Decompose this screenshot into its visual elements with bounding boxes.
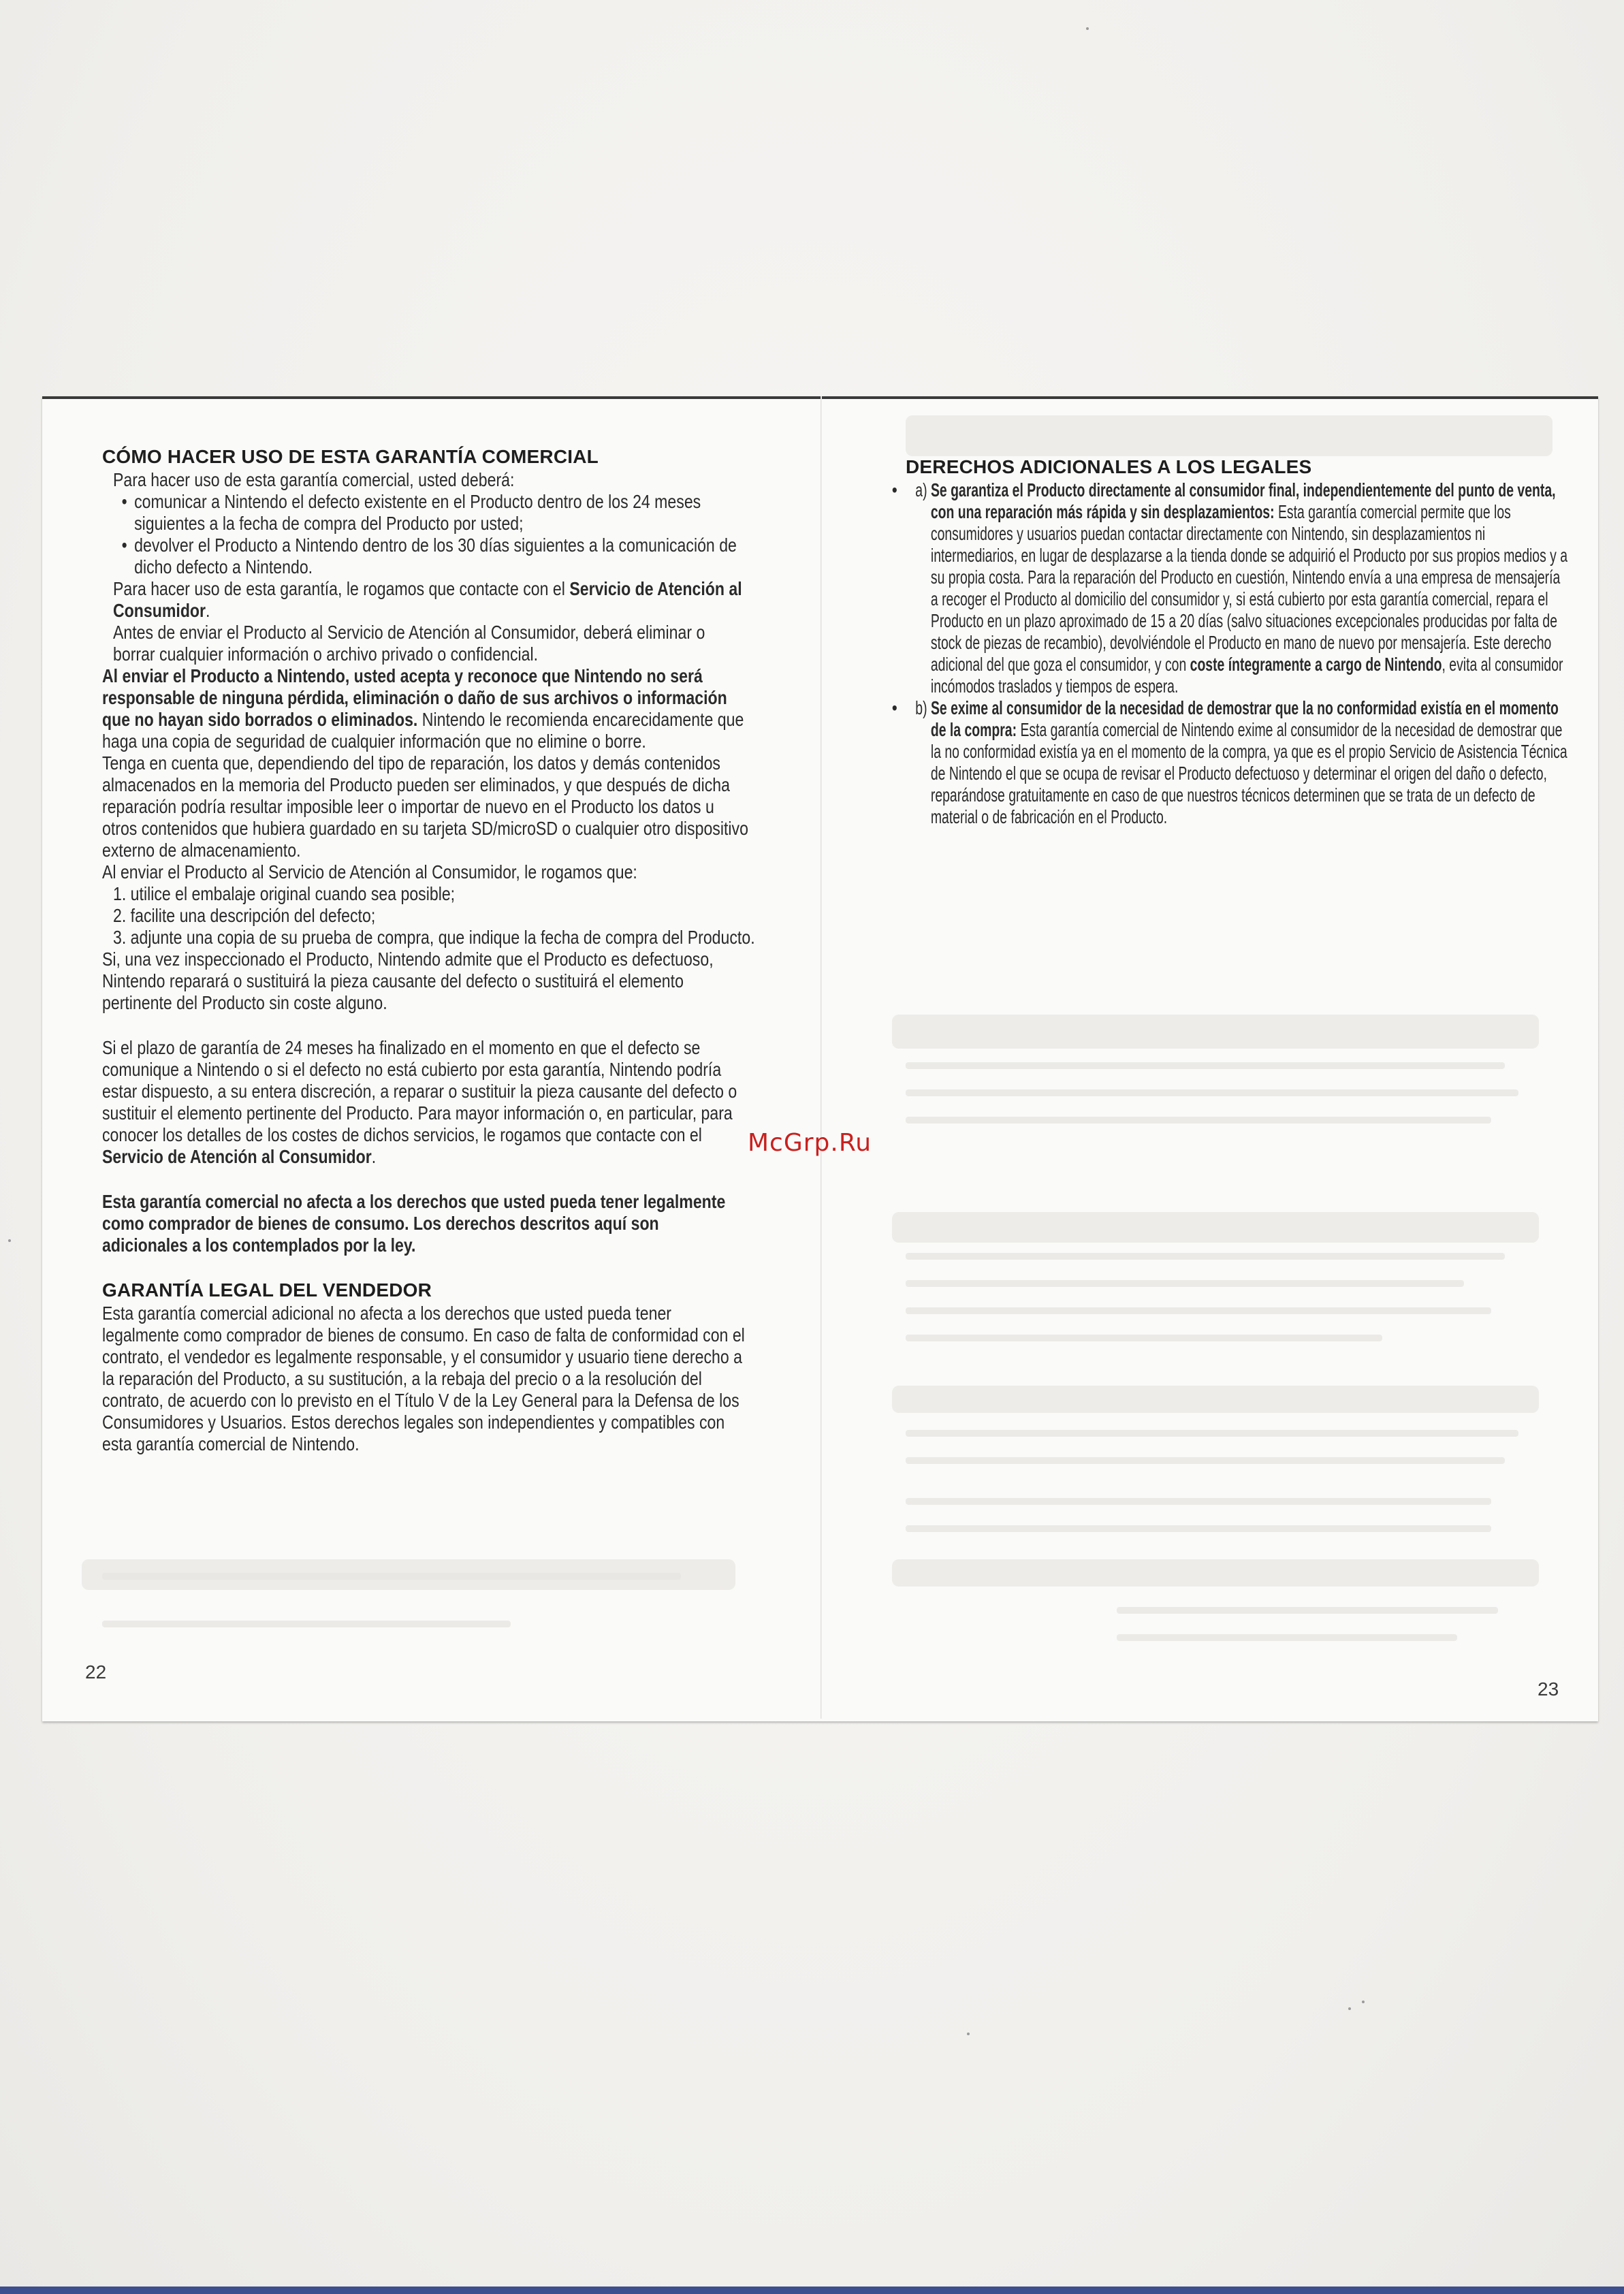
liability-rest: Nintendo le recomienda encarecidamente que haga una copia de seguridad de cualquier información que no elimine o borre. <box>102 709 744 752</box>
repair-note-paragraph: Tenga en cuenta que, dependiendo del tipo de reparación, los datos y demás contenidos almacenados en la memoria del Producto pueden ser eliminados, y que después de dicha reparación podría resultar imposible leer o importar de nuevo en el Producto los datos u otros contenidos que hubiera guardado en su tarjeta SD/microSD o cualquier otro dispositivo externo de almacenamiento. <box>102 752 748 861</box>
right-item-bold: Se exime al consumidor de la necesidad de demostrar que la no conformidad existía en el momento de la compra: <box>930 697 1559 740</box>
contact-paragraph <box>113 578 749 622</box>
contact-text: Para hacer uso de esta garantía, le rogamos que contacte con el <box>113 578 570 599</box>
bleed-through-line <box>1117 1607 1498 1614</box>
list-item: 1. utilice el embalaje original cuando sea posible; <box>113 883 456 904</box>
bleed-through-line <box>906 1430 1518 1437</box>
bleed-through-line <box>906 1089 1518 1096</box>
bleed-through-box <box>892 1015 1539 1049</box>
expired-warranty-paragraph <box>102 1037 749 1168</box>
right-item-text <box>915 697 1570 828</box>
before-send-paragraph: Antes de enviar el Producto al Servicio de Atención al Consumidor, deberá eliminar o borrar cualquier información o archivo privado o confidencial. <box>113 622 705 665</box>
bleed-through-box <box>892 1386 1539 1413</box>
usage-body <box>102 469 749 665</box>
right-item-bold: Se garantiza el Producto directamente al consumidor final, independientemente del punto de venta, con una reparación más rápida y sin desplazamientos: <box>930 479 1556 522</box>
item-marker: b) <box>915 697 927 718</box>
bleed-through-box <box>892 1559 1539 1587</box>
bleed-through-line <box>906 1062 1505 1069</box>
bleed-through-line <box>102 1621 511 1627</box>
right-item-body-2: , evita al consumidor incómodos traslados y tiempos de espera. <box>930 654 1563 697</box>
usage-intro: Para hacer uso de esta garantía comercial, usted deberá: <box>113 469 515 490</box>
punctuation: . <box>206 600 210 621</box>
right-item-body: Esta garantía comercial permite que los consumidores y usuarios puedan contactar directamente con Nintendo, sin desplazamientos ni intermediarios, en lugar de desplazarse a la tienda donde se adquirió el Producto por sus propios medios y a su propia costa. Para la reparación del Producto en cuestión, Nintendo envía a una empresa de mensajería a recoger el Producto al domicilio del consumidor y, si está cubierto por esta garantía comercial, repara el Producto en un plazo aproximado de 15 a 20 días (salvo situaciones excepcionales producidas por falta de stock de piezas de recambio), devolviéndole el Producto en mano de nuevo por mensajería. Este derecho adicional del que goza el consumidor, y con <box>930 501 1568 675</box>
scan-speck <box>1362 2001 1365 2003</box>
spacer <box>102 1168 749 1191</box>
bleed-through-box <box>82 1559 735 1590</box>
list-item: • comunicar a Nintendo el defecto existente en el Producto dentro de los 24 meses siguientes a la fecha de compra del Producto por usted; <box>124 491 759 535</box>
list-item: 2. facilite una descripción del defecto; <box>113 905 376 926</box>
expired-text: Si el plazo de garantía de 24 meses ha finalizado en el momento en que el defecto se comunique a Nintendo o si el defecto no está cubierto por esta garantía, Nintendo podría estar dispuesto, a su entera discreción, a reparar o sustituir la pieza causante del defecto o sustituir el elemento pertinente del Producto. Para mayor información o, en particular, para conocer los detalles de los costes de dichos servicios, le rogamos que contacte con el <box>102 1037 737 1145</box>
scan-speck <box>8 1239 11 1242</box>
bleed-through-line <box>906 1253 1505 1260</box>
scan-bottom-bar <box>0 2287 1624 2294</box>
bleed-through-box <box>906 415 1553 456</box>
bleed-through-line <box>1117 1634 1457 1641</box>
liability-bold: Al enviar el Producto a Nintendo, usted acepta y reconoce que Nintendo no será responsable de ninguna pérdida, eliminación o daño de sus archivos o información que no hayan sido borrados o eliminados. <box>102 665 727 730</box>
disclaimer-paragraph: Esta garantía comercial no afecta a los derechos que usted pueda tener legalmente como comprador de bienes de consumo. Los derechos descritos aquí son adicionales a los contemplados por la ley. <box>102 1191 726 1256</box>
send-steps-list <box>102 883 755 949</box>
item-marker: a) <box>915 479 927 500</box>
bleed-through-line <box>906 1457 1505 1464</box>
scan-speck <box>1348 2007 1351 2010</box>
right-item-b <box>912 697 1570 828</box>
punctuation: . <box>371 1146 377 1167</box>
right-item-a <box>912 479 1570 697</box>
section-title-additional-rights: DERECHOS ADICIONALES A LOS LEGALES <box>906 456 1312 477</box>
bleed-through-line <box>906 1498 1491 1505</box>
scan-speck <box>1086 27 1089 30</box>
bleed-through-line <box>906 1280 1464 1287</box>
right-item-text <box>915 479 1570 697</box>
usage-bullet-list <box>113 491 749 578</box>
watermark-link[interactable]: McGrp.Ru <box>748 1129 872 1157</box>
list-item: 3. adjunte una copia de su prueba de compra, que indique la fecha de compra del Producto. <box>113 927 755 948</box>
liability-paragraph <box>102 665 749 752</box>
legal-guarantee-body: Esta garantía comercial adicional no afecta a los derechos que usted pueda tener legalmente como comprador de bienes de consumo. En caso de falta de conformidad con el contrato, el vendedor es legalmente responsable, y el consumidor y usuario tiene derecho a la reparación del Producto, a su sustitución, a la rebaja del precio o a la resolución del contrato, de acuerdo con lo previsto en el Título V de la Ley General para la Defensa de los Consumidores y Usuarios. Estos derechos legales son independientes y compatibles con esta garantía comercial de Nintendo. <box>102 1303 745 1454</box>
booklet-spine <box>821 396 822 1719</box>
section-title-usage: CÓMO HACER USO DE ESTA GARANTÍA COMERCIAL <box>102 446 599 467</box>
right-item-bold-2: coste íntegramente a cargo de Nintendo <box>1190 654 1442 675</box>
consumer-service-label: Servicio de Atención al Consumidor <box>102 1146 372 1167</box>
scan-speck <box>967 2033 970 2035</box>
left-page <box>102 446 755 1455</box>
bleed-through-line <box>906 1117 1491 1124</box>
right-item-body: Esta garantía comercial de Nintendo exime al consumidor de la necesidad de demostrar que la no conformidad existía ya en el momento de la compra, ya que es el propio Servicio de Asistencia Técnica de Nintendo el que se ocupa de revisar el Producto defectuoso y determinar el origen del daño o defecto, reparándose gratuitamente en caso de que nuestros técnicos determinen que se trata de un defecto de material o de fabricación en el Producto. <box>930 719 1567 827</box>
consumer-service-label: Servicio de Atención al Consumidor <box>113 578 742 621</box>
inspection-paragraph: Si, una vez inspeccionado el Producto, Nintendo admite que el Producto es defectuoso, Nintendo reparará o sustituirá la pieza causante del defecto o sustituirá el elemento pertinente del Producto sin coste alguno. <box>102 949 714 1013</box>
right-page <box>906 456 1568 828</box>
bleed-through-line <box>906 1335 1382 1341</box>
page-number-left: 22 <box>85 1661 107 1683</box>
list-item: • devolver el Producto a Nintendo dentro de los 30 días siguientes a la comunicación de dicho defecto a Nintendo. <box>124 535 759 578</box>
bleed-through-line <box>906 1525 1491 1532</box>
spacer <box>102 1014 749 1037</box>
send-intro: Al enviar el Producto al Servicio de Atención al Consumidor, le rogamos que: <box>102 861 637 882</box>
bleed-through-box <box>892 1212 1539 1243</box>
bleed-through-line <box>906 1307 1491 1314</box>
spacer <box>102 1256 749 1279</box>
section-title-legal-guarantee: GARANTÍA LEGAL DEL VENDEDOR <box>102 1279 432 1301</box>
rights-list <box>906 479 1568 828</box>
page-number-right: 23 <box>1538 1678 1559 1700</box>
